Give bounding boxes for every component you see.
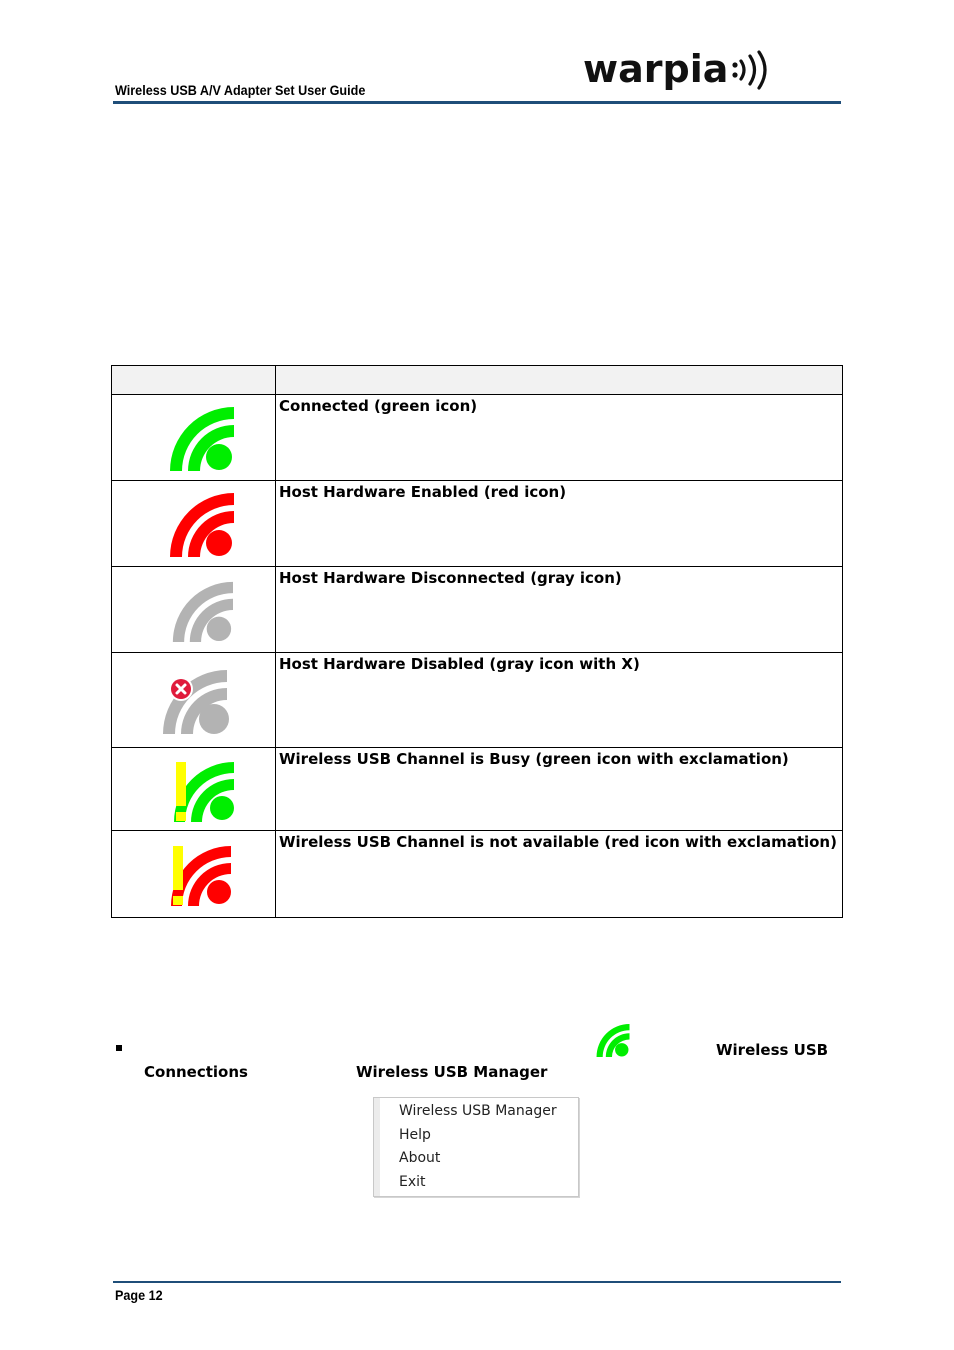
wusb-red-exclamation-icon [167,844,237,906]
wusb-green-icon [166,405,236,471]
menu-item-wireless-usb-manager[interactable]: Wireless USB Manager [399,1103,557,1119]
bullet-marker [116,1045,122,1051]
table-header-cell [112,366,276,395]
table-row [112,653,843,748]
table-row [112,567,843,653]
footer-rule [113,1281,841,1283]
header-rule [113,101,841,104]
status-label: Host Hardware Disconnected (gray icon) [276,567,843,653]
table-row [112,831,843,918]
document-title: Wireless USB A/V Adapter Set User Guide [115,82,366,98]
connections-text: Connections [144,1063,248,1081]
table-row [112,481,843,567]
warpia-logo [583,48,783,94]
wusb-green-exclamation-icon [170,760,240,822]
status-label: Wireless USB Channel is Busy (green icon with exclamation) [276,748,843,831]
table-row [112,748,843,831]
table-header-row [112,366,843,395]
status-label: Host Hardware Enabled (red icon) [276,481,843,567]
tray-context-menu [373,1097,579,1197]
menu-item-help[interactable]: Help [399,1127,431,1143]
table-header-cell [276,366,843,395]
menu-item-about[interactable]: About [399,1150,441,1166]
table-row [112,395,843,481]
status-icon-table [111,365,843,918]
wusb-red-icon [166,491,236,557]
status-label: Wireless USB Channel is not available (red icon with exclamation) [276,831,843,918]
manager-text: Wireless USB Manager [356,1063,548,1081]
status-label: Connected (green icon) [276,395,843,481]
svg-text:warpia: warpia [583,48,729,91]
status-label: Host Hardware Disabled (gray icon with X) [276,653,843,748]
wireless-usb-text: Wireless USB [716,1041,829,1059]
page-number: Page 12 [115,1287,163,1303]
wusb-gray-x-icon [159,668,233,734]
wusb-green-icon [594,1023,631,1057]
menu-strip [374,1098,380,1196]
menu-item-exit[interactable]: Exit [399,1174,426,1190]
wusb-gray-icon [169,580,235,642]
